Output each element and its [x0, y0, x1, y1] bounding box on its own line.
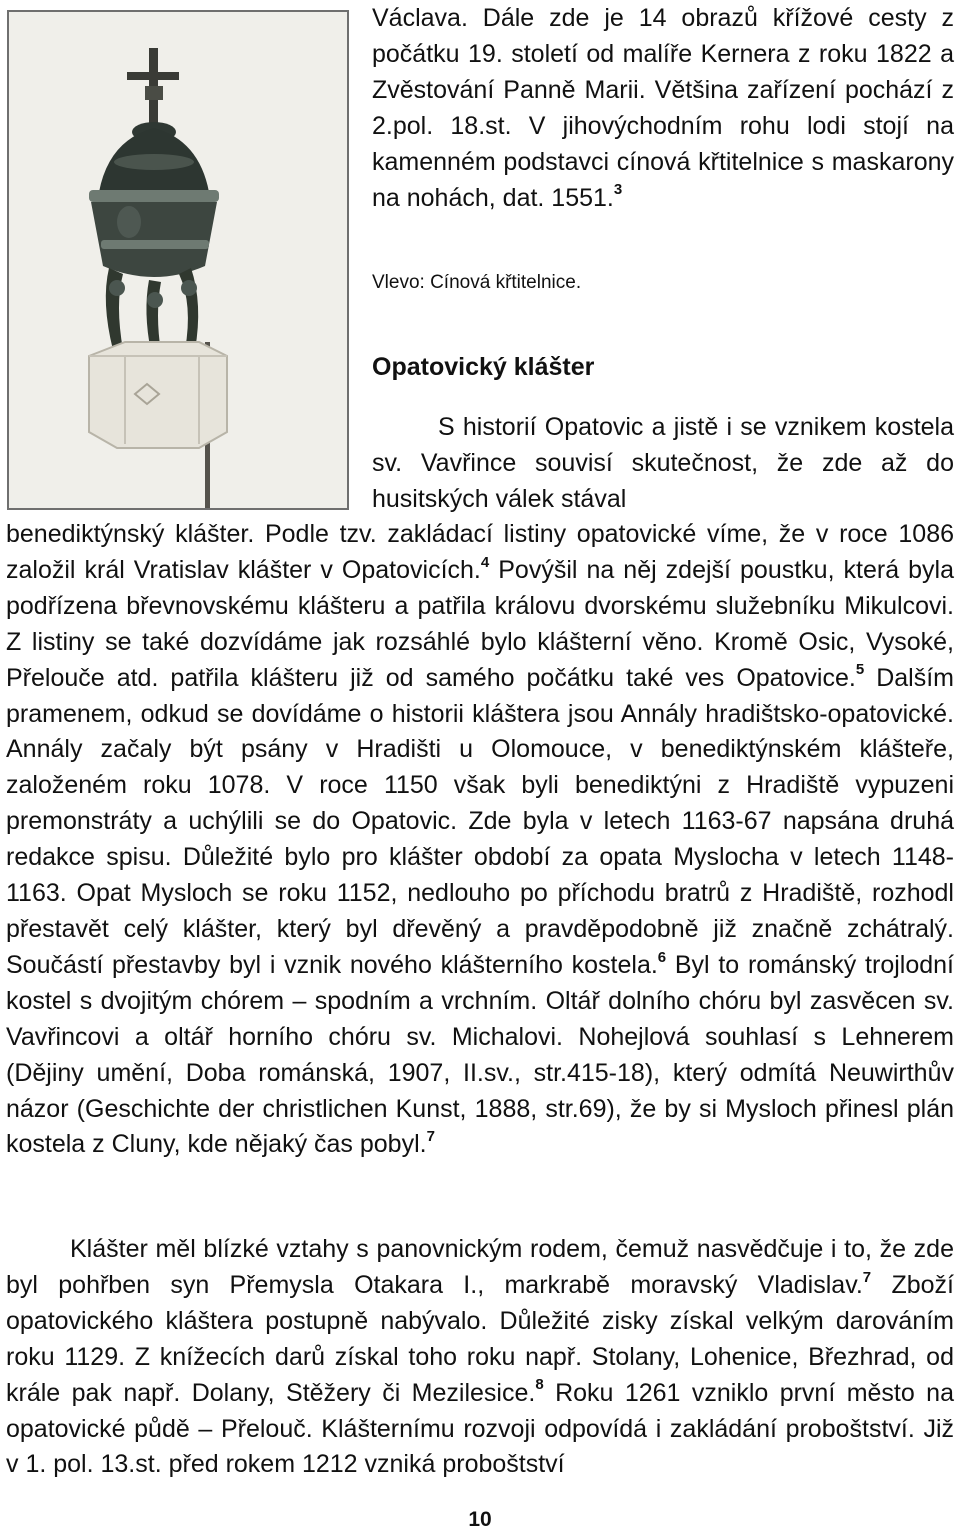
footnote-ref: 4 — [480, 553, 490, 571]
intro-text: Václava. Dále zde je 14 obrazů křížové cesty z počátku 19. století od malíře Kernera z roku 1822 a Zvěstování Panně Marii. Většina zařízení pochází z 2.pol. 18.st. V jihovýchodním rohu lodi stojí na kamenném podstavci cínová křtitelnice s maskarony na nohách, dat. 1551. — [372, 4, 954, 212]
body-text-4: Byl to románský trojlodní kostel s dvojitým chórem – spodním a vrchním. Oltář dolního chóru byl zasvěcen sv. Vavřincovi a oltář horního chóru sv. Michalovi. Nohejlová souhlasí s Lehnerem (Dějiny umění, Doba románská, 1907, II.sv., str.415-18), který odmítá Neuwirthův názor (Geschichte der christlichen Kunst, 1888, str.69), že by si Mysloch přinesl plán kostela z Cluny, kde nějaký čas pobyl. — [6, 950, 954, 1159]
intro-paragraph — [372, 1, 954, 216]
footnote-ref: 3 — [613, 181, 623, 199]
section-body-paragraph — [6, 517, 954, 1163]
para3-text-c: Roku 1261 vzniklo první město na opatovické půdě – Přelouč. Klášternímu rozvoji odpovídá i zakládání proboštství. Již v 1. pol. 13.st. před rokem 1212 vzniká proboštství — [6, 1378, 954, 1479]
baptismal-font-illustration — [9, 12, 347, 508]
section-lead-paragraph: S historií Opatovic a jistě i se vznikem kostela sv. Vavřince souvisí skutečnost, že zde až do husitských válek stával — [372, 413, 954, 513]
footnote-ref: 7 — [426, 1128, 435, 1146]
para3-text-a: Klášter měl blízké vztahy s panovnickým rodem, čemuž nasvědčuje i to, že zde byl pohřben syn Přemysla Otakara I., markrabě moravský Vladislav. — [6, 1235, 954, 1299]
footnote-ref: 7 — [862, 1268, 872, 1286]
body-text-3: Dalším pramenem, odkud se dovídáme o historii kláštera jsou Annály hradištsko-opatovické. Annály začaly být psány v Hradišti u Olomouce, v benediktýnském klášteře, založeném roku 1078. V roce 1150 však byli benediktýni z Hradiště vypuzeni premonstráty a uchýlili se do Opatovic. Zde byla v letech 1163-67 napsána druhá redakce spisu. Důležité bylo pro klášter období za opata Myslocha v letech 1148-1163. Opat Mysloch se roku 1152, nedlouho po příchodu bratrů z Hradiště, rozhodl přestavět celý klášter, který byl dřevěný a pravděpodobně již značně zchátralý. Součástí přestavby byl i vznik nového klášterního kostela. — [6, 663, 954, 979]
baptismal-font-photo — [7, 10, 349, 510]
body-text-1: benediktýnský klášter. Podle tzv. zakládací listiny opatovické víme, že v roce 1086 založil král Vratislav klášter v Opatovicích. — [6, 520, 954, 584]
para3-text-b: Zboží opatovického kláštera postupně nabývalo. Důležité zisky získal velkým darováním roku 1129. Z knížecích darů získal toho roku např. Stolany, Lohenice, Březhrad, od krále pak např. Dolany, Stěžery či Mezilesice. — [6, 1270, 954, 1407]
photo-caption: Vlevo: Cínová křtitelnice. — [372, 272, 582, 293]
page-number: 10 — [468, 1508, 492, 1531]
body-text-2: Povýšil na něj zdejší poustku, která byla podřízena břevnovskému klášteru a patřila královu dvorskému služebníku Mikulcovi. Z listiny se také dozvídáme jak rozsáhlé bylo klášterní věno. Kromě Osic, Vysoké, Přelouče atd. patřila klášteru již od samého počátku také ves Opatovice. — [6, 555, 954, 692]
section-heading: Opatovický klášter — [372, 353, 595, 381]
third-paragraph — [6, 1232, 954, 1483]
footnote-ref: 5 — [855, 661, 865, 679]
footnote-ref: 8 — [535, 1376, 544, 1394]
footnote-ref: 6 — [657, 948, 667, 966]
